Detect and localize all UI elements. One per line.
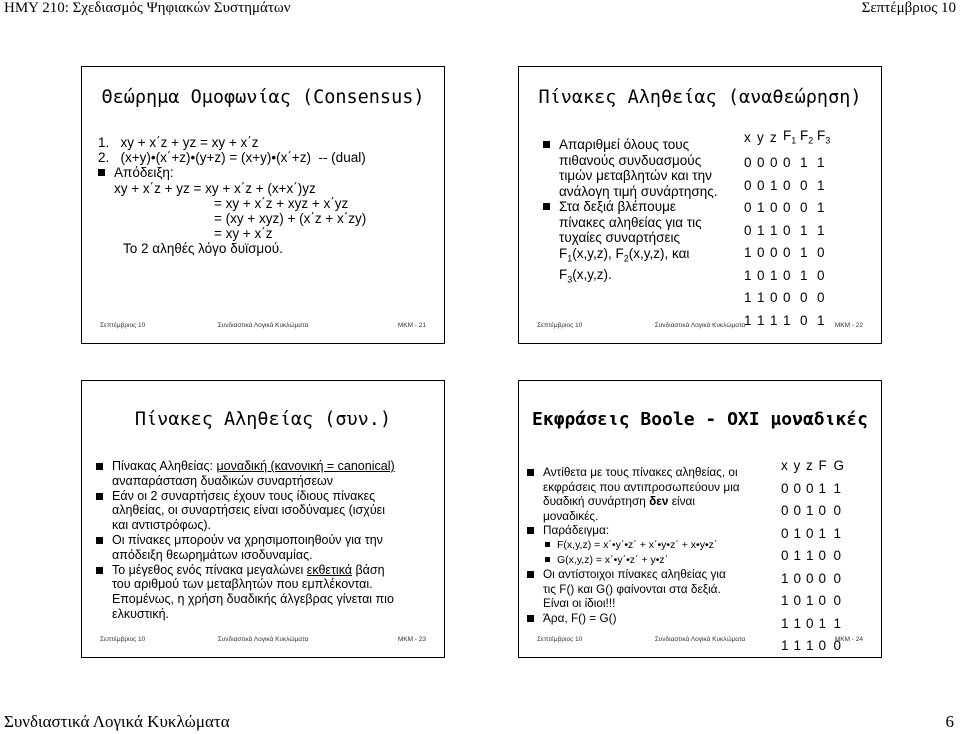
table-row (781, 590, 849, 613)
list-item: Παράδειγμα: (543, 523, 740, 538)
table-cell: 0 (806, 525, 814, 541)
table-cell: 1 (800, 267, 808, 283)
table-cell: 0 (783, 200, 791, 216)
slide-footer-date: Σεπτέμβριος 10 (100, 636, 146, 643)
list-item: ανάλογη τιμή συνάρτησης. (559, 183, 718, 199)
list-item: δυαδική συνάρτηση δεν είναι (543, 494, 695, 509)
bullet-icon (527, 469, 534, 476)
proof-label: Απόδειξη: (114, 165, 174, 181)
slide-footer-number: ΜΚΜ - 21 (397, 322, 426, 329)
page-number: 6 (945, 712, 954, 731)
table-cell: 1 (818, 525, 827, 541)
list-item: Το μέγεθος ενός πίνακα μεγαλώνει εκθετικά βάση (112, 563, 395, 578)
table-header: x (744, 130, 751, 146)
table-cell: 0 (770, 200, 778, 216)
table-row (781, 613, 849, 636)
table-cell: 0 (783, 177, 791, 193)
table-cell: 0 (770, 155, 778, 171)
table-cell: 1 (770, 222, 778, 238)
slide-footer-course: Συνδιαστικά Λογικά Κυκλώματα (217, 636, 309, 643)
table-cell: 1 (770, 312, 778, 328)
bullet-icon (527, 527, 534, 534)
table-cell: 0 (800, 312, 808, 328)
list-item: Αντίθετα με τους πίνακες αληθείας, οι (543, 465, 740, 480)
slide-footer-date: Σεπτέμβριος 10 (100, 322, 146, 329)
table-cell: 0 (800, 290, 808, 306)
table-cell: 1 (781, 570, 789, 586)
table-cell: 1 (744, 290, 752, 306)
table-cell: 0 (818, 638, 827, 653)
table-cell: 1 (806, 593, 814, 608)
table-cell: 1 (833, 615, 842, 631)
table-header: F (818, 458, 827, 473)
list-item: Το 2 αληθές λόγο δυϊσμού. (123, 241, 283, 257)
table-cell: 1 (818, 480, 827, 496)
slide-body (112, 459, 395, 622)
table-cell: 0 (744, 177, 752, 193)
table-cell: 0 (781, 480, 789, 496)
slide-footer-date: Σεπτέμβριος 10 (537, 636, 583, 643)
list-item: πίνακες αληθείας για τις (559, 214, 702, 230)
list-item: Εάν οι 2 συναρτήσεις έχουν τους ίδιους πίνακες (112, 489, 395, 504)
slide-title: Πίνακες Αληθείας (συν.) (134, 409, 392, 430)
table-row (744, 175, 834, 198)
table-header: $F_1$ (783, 128, 797, 146)
list-item: τις F() και G() φαίνονται στα δεξιά. (543, 581, 721, 596)
table-cell: 0 (817, 290, 825, 306)
table-cell: 0 (770, 245, 778, 261)
list-item: 1. xy + x΄z + yz = xy + x΄z (98, 135, 259, 150)
table-row (781, 478, 849, 501)
list-item: Πίνακας Αληθείας: μοναδική (κανονική = canonical) (112, 459, 395, 474)
list-item: απόδειξη θεωρημάτων ισοδυναμίας. (112, 547, 313, 562)
table-cell: 0 (793, 593, 802, 608)
list-item: και αντιστρόφως). (112, 518, 212, 533)
table-cell: 1 (817, 177, 825, 193)
table-cell: 0 (781, 503, 789, 518)
table-header: $F_2$ (800, 128, 814, 146)
table-cell: 1 (744, 267, 752, 283)
table-cell: 0 (800, 177, 808, 193)
slide-body (98, 135, 366, 257)
table-cell: 1 (793, 525, 802, 541)
table-cell: 0 (806, 480, 814, 496)
table-header: G (833, 458, 845, 473)
list-item: Οι πίνακες μπορούν να χρησιμοποιηθούν για την (112, 533, 395, 548)
bullet-icon (543, 141, 550, 148)
list-item: Απαριθμεί όλους τους (559, 137, 718, 153)
table-cell: 0 (793, 480, 802, 496)
table-cell: 1 (744, 312, 752, 328)
list-item: $F_3(x,y,z)$. (559, 266, 612, 285)
list-item: αληθείας, οι συναρτήσεις είναι ισοδύναμες (ισχύει (112, 503, 386, 518)
table-cell: 0 (818, 548, 827, 563)
table-cell: 1 (757, 290, 765, 306)
list-item: G(x,y,z) = x΄•y΄•z΄ + y•z΄ (557, 553, 740, 568)
table-cell: 0 (770, 290, 778, 306)
slide-footer-course: Συνδιαστικά Λογικά Κυκλώματα (654, 322, 746, 329)
table-header: z (806, 458, 813, 473)
table-cell: 0 (833, 503, 842, 518)
table-cell: 0 (744, 155, 752, 171)
list-item: Είναι οι ίδιοι!!! (543, 596, 616, 611)
table-row (744, 152, 834, 175)
table-cell: 0 (793, 570, 802, 586)
table-cell: 1 (770, 177, 778, 193)
list-item: = xy + x΄z + xyz + x΄yz (214, 195, 349, 211)
bullet-icon (96, 567, 103, 574)
table-cell: 1 (817, 222, 825, 238)
table-cell: 0 (781, 548, 789, 563)
slide-24 (518, 380, 882, 658)
table-header: $F_3$ (817, 128, 831, 146)
table-cell: 1 (818, 615, 827, 631)
list-item: F(x,y,z) = x΄•y΄•z΄ + x΄•y•z΄ + x•y•z΄ (557, 538, 740, 553)
table-cell: 0 (783, 290, 791, 306)
slide-22 (518, 66, 882, 344)
table-cell: 0 (833, 570, 842, 586)
list-item: 2. (x+y)•(x΄+z)•(y+z) = (x+y)•(x΄+z) -- (dual) (98, 150, 366, 166)
table-cell: 1 (757, 312, 765, 328)
table-cell: 0 (800, 200, 808, 216)
slide-footer-number: ΜΚΜ - 23 (397, 636, 426, 643)
bullet-icon (96, 493, 103, 500)
bullet-icon (96, 537, 103, 544)
table-row (781, 523, 849, 546)
slide-body (543, 465, 740, 626)
table-cell: 1 (800, 245, 808, 261)
table-cell: 1 (793, 638, 802, 653)
table-cell: 0 (806, 615, 814, 631)
list-item: πιθανούς συνδυασμούς (559, 152, 702, 168)
table-cell: 0 (781, 525, 789, 541)
table-row (744, 287, 834, 310)
list-item: ελκυστική. (112, 606, 170, 621)
table-row (744, 197, 834, 220)
list-item: $F_1(x,y,z)$, $F_2(x,y,z)$, και (559, 245, 690, 264)
bullet-icon (527, 615, 534, 622)
slide-footer-number: ΜΚΜ - 24 (834, 636, 863, 643)
slide-23 (81, 380, 445, 658)
table-header: x (781, 458, 788, 473)
table-cell: 1 (744, 245, 752, 261)
table-cell: 1 (793, 548, 802, 563)
list-item: Άρα, F() = G() (543, 611, 740, 626)
table-cell: 0 (817, 267, 825, 283)
list-item: του αριθμού των μεταβλητών που εμπλέκονται. (112, 577, 373, 592)
table-row (781, 568, 849, 591)
table-cell: 0 (833, 548, 842, 563)
slide-footer-course: Συνδιαστικά Λογικά Κυκλώματα (217, 322, 309, 329)
list-item: Στα δεξιά βλέπουμε (559, 199, 718, 215)
page-header-title: ΗΜΥ 210: Σχεδιασμός Ψηφιακών Συστημάτων (4, 0, 291, 16)
bullet-icon (98, 169, 105, 176)
list-item (114, 165, 366, 180)
bullet-icon (96, 463, 103, 470)
list-item: Επομένως, η χρήση δυαδικής άλγεβρας γίνεται πιο (112, 592, 394, 607)
table-cell: 0 (818, 570, 827, 586)
table-row (744, 220, 834, 243)
table-cell: 0 (744, 222, 752, 238)
table-cell: 0 (818, 593, 827, 608)
table-cell: 1 (833, 525, 842, 541)
table-cell: 1 (817, 155, 825, 171)
slide-title: Εκφράσεις Boole - ΟΧΙ μοναδικές (532, 409, 868, 430)
table-cell: 1 (833, 480, 842, 496)
table-header: z (770, 130, 777, 146)
table-cell: 0 (757, 177, 765, 193)
table-cell: 1 (817, 312, 825, 328)
truth-table (744, 125, 834, 332)
list-item: = (xy + xyz) + (x΄z + x΄zy) (214, 211, 367, 227)
table-cell: 0 (817, 245, 825, 261)
table-header: y (757, 130, 764, 146)
slide-footer-number: ΜΚΜ - 22 (834, 322, 863, 329)
table-cell: 1 (817, 200, 825, 216)
table-cell: 0 (783, 155, 791, 171)
bullet-icon (545, 542, 550, 547)
table-cell: 0 (783, 222, 791, 238)
table-cell: 1 (800, 222, 808, 238)
bullet-icon (527, 571, 534, 578)
table-row (744, 242, 834, 265)
table-cell: 1 (783, 312, 791, 328)
table-cell: 1 (793, 615, 802, 631)
table-cell: 0 (793, 503, 802, 518)
table-cell: 1 (800, 155, 808, 171)
slide-title: Θεώρημα Ομοφωνίας (Consensus) (101, 87, 425, 108)
bullet-icon (543, 203, 550, 210)
list-item: εκφράσεις που αντιπροσωπεύουν μια (543, 479, 740, 494)
table-row (781, 500, 849, 523)
table-cell: 1 (757, 222, 765, 238)
list-item: μοναδικές. (543, 508, 599, 523)
table-cell: 1 (806, 503, 814, 518)
bullet-icon (545, 557, 550, 562)
page-footer-course: Συνδιαστικά Λογικά Κυκλώματα (4, 712, 230, 731)
list-item: xy + x΄z + yz = xy + x΄z + (x+x΄)yz (114, 180, 316, 196)
table-row (744, 265, 834, 288)
table-cell: 1 (806, 638, 814, 653)
list-item: αναπαράσταση δυαδικών συναρτήσεων (112, 473, 334, 488)
page-header-date: Σεπτέμβριος 10 (861, 0, 956, 16)
table-cell: 0 (757, 155, 765, 171)
slide-footer-date: Σεπτέμβριος 10 (537, 322, 583, 329)
table-cell: 1 (806, 548, 814, 563)
list-item: Οι αντίστοιχοι πίνακες αληθείας για (543, 567, 740, 582)
table-cell: 0 (783, 267, 791, 283)
list-item: τιμών μεταβλητών και την (559, 168, 712, 183)
table-cell: 0 (806, 570, 814, 586)
truth-table (781, 455, 849, 658)
slide-21 (81, 66, 445, 344)
table-cell: 1 (781, 638, 789, 653)
slide-footer-course: Συνδιαστικά Λογικά Κυκλώματα (654, 636, 746, 643)
table-cell: 1 (781, 593, 789, 608)
table-cell: 1 (781, 615, 789, 631)
table-header: y (793, 458, 801, 473)
table-cell: 0 (783, 245, 791, 261)
list-item: = xy + x΄z (214, 226, 273, 242)
table-cell: 0 (744, 200, 752, 216)
slide-body (559, 137, 718, 288)
table-cell: 0 (757, 245, 765, 261)
table-cell: 0 (757, 267, 765, 283)
table-cell: 1 (770, 267, 778, 283)
table-cell: 0 (833, 593, 842, 608)
table-cell: 0 (818, 503, 827, 518)
table-cell: 1 (757, 200, 765, 216)
list-item: τυχαίες συναρτήσεις (559, 230, 680, 245)
table-row (781, 545, 849, 568)
slide-title: Πίνακες Αληθείας (αναθεώρηση) (538, 87, 862, 108)
table-cell: 0 (833, 638, 842, 653)
